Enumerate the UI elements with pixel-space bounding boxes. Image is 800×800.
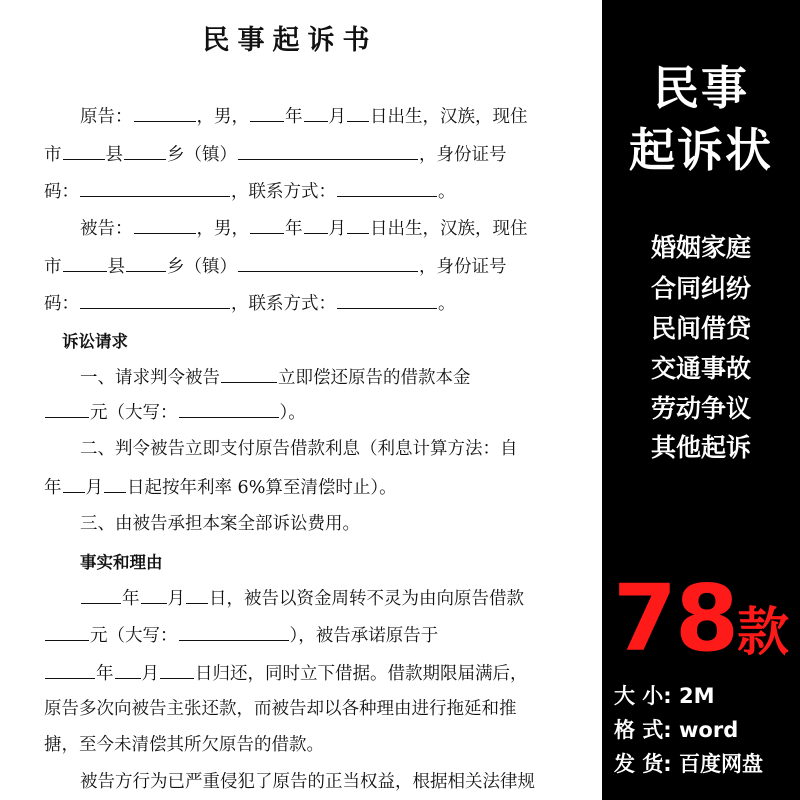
info-delivery: 发 货: 百度网盘 [614,752,764,776]
blank-field [160,660,194,679]
claim-2-line-1: 二、判令被告立即支付原告借款利息（利息计算方法：自 [80,439,518,459]
blank-field [134,103,196,122]
blank-field [250,215,284,234]
blank-field [124,141,166,160]
category-item: 婚姻家庭 [650,233,751,262]
fact-line-3: 年 月 日归还，同时立下借据。借款期限届满后， [44,660,564,687]
defendant-line-2: 市 县 乡（镇） ，身份证号 [44,253,564,280]
facts-heading: 事实和理由 [80,553,163,572]
blank-field [304,103,328,122]
fact-line-4: 原告多次向被告主张还款，而被告却以各种理由进行拖延和推 [44,699,517,719]
fact-line-2: 元（大写： ），被告承诺原告于 [44,622,564,649]
fact-line-6: 被告方行为已严重侵犯了原告的正当权益，根据相关法律规 [80,772,535,792]
category-item: 交通事故 [650,354,751,383]
blank-field [141,585,167,604]
template-count [602,565,800,672]
blank-field [238,141,418,160]
blank-field [179,622,289,641]
blank-field [186,585,208,604]
blank-field [304,215,328,234]
category-item: 民间借贷 [650,314,751,343]
blank-field [179,399,279,418]
claim-3-line: 三、由被告承担本案全部诉讼费用。 [80,514,360,534]
defendant-line-1: 被告： ，男， 年 月 日出生，汉族，现住 [80,215,600,242]
blank-field [80,178,230,197]
category-item: 劳动争议 [650,394,751,423]
blank-field [81,585,121,604]
blank-field [45,622,89,641]
panel-title-line-2: 起诉状 [629,123,773,177]
blank-field [63,253,107,272]
claim-2-line-2: 年 月 日起按年利率 6%算至清偿时止）。 [44,474,564,501]
info-format: 格 式: word [614,718,739,742]
info-size: 大 小: 2M [614,684,715,708]
category-item: 合同纠纷 [650,274,751,303]
blank-field [126,253,166,272]
blank-field [347,103,369,122]
count-unit: 款 [737,603,790,663]
blank-field [134,215,196,234]
blank-field [104,474,126,493]
blank-field [45,399,89,418]
defendant-line-3: 码： ，联系方式： 。 [44,290,564,317]
blank-field [221,364,277,383]
blank-field [45,660,95,679]
plaintiff-line-1: 原告： ，男， 年 月 日出生，汉族，现住 [80,103,600,130]
count-number: 78 [612,565,737,672]
blank-field [80,290,230,309]
plaintiff-line-3: 码： ，联系方式： 。 [44,178,564,205]
document-title: 民事起诉书 [202,25,378,56]
blank-field [63,141,105,160]
claims-heading: 诉讼请求 [62,332,128,351]
blank-field [337,290,437,309]
claim-1-line-2: 元（大写： ）。 [44,399,564,426]
plaintiff-line-2: 市 县 乡（镇） ，身份证号 [44,141,564,168]
blank-field [250,103,284,122]
blank-field [337,178,437,197]
panel-title-line-1: 民事 [653,61,749,115]
category-item: 其他起诉 [650,433,751,462]
claim-1-line-1: 一、请求判令被告 立即偿还原告的借款本金 [80,364,600,391]
fact-line-5: 搪，至今未清偿其所欠原告的借款。 [44,735,324,755]
blank-field [63,474,85,493]
blank-field [347,215,369,234]
promo-panel [602,0,800,800]
blank-field [238,253,418,272]
blank-field [115,660,141,679]
fact-line-1: 年 月 日，被告以资金周转不灵为由向原告借款 [80,585,600,612]
